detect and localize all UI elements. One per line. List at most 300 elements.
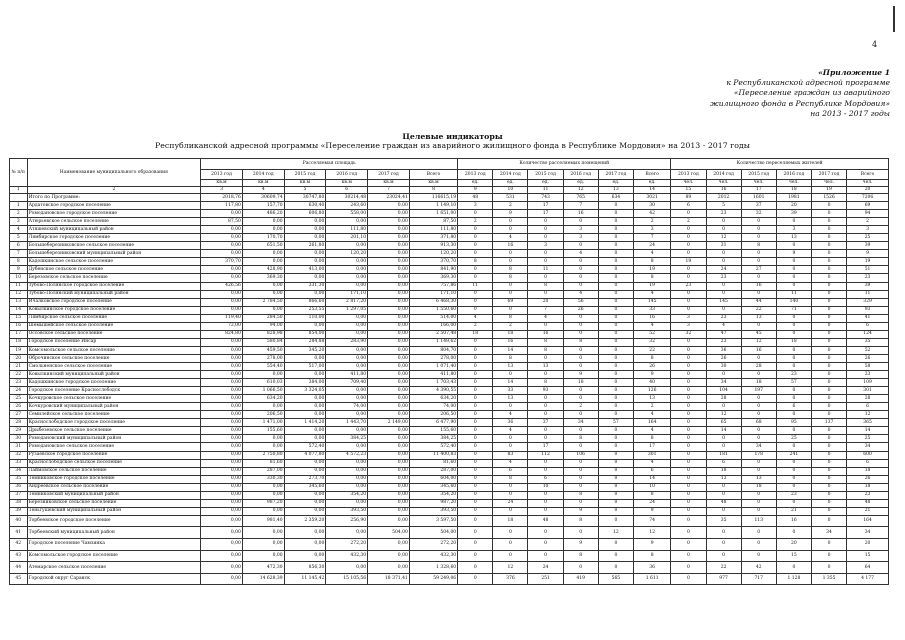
people-value: 18 — [847, 483, 889, 491]
people-value: 19 — [847, 258, 889, 266]
area-value: 0,00 — [201, 573, 243, 585]
table-row — [10, 395, 889, 403]
people-value: 41 — [847, 314, 889, 322]
rooms-value: 11 — [528, 266, 563, 274]
rooms-value: 6 — [493, 467, 528, 475]
rooms-value: 0 — [598, 562, 633, 574]
row-number: 8 — [10, 258, 28, 266]
rooms-value: 0 — [563, 475, 598, 483]
rooms-value: 0 — [563, 467, 598, 475]
rooms-value: 0 — [598, 250, 633, 258]
rooms-value: 16 — [493, 242, 528, 250]
area-value: 284,88 — [284, 338, 326, 346]
row-number: 2 — [10, 210, 28, 218]
area-value: 72,00 — [201, 322, 243, 330]
header-col-number: 8 — [409, 187, 457, 194]
area-value: 0,00 — [284, 491, 326, 499]
area-value: 30747,80 — [284, 194, 326, 202]
area-value: 854,00 — [284, 330, 326, 338]
row-number: 33 — [10, 459, 28, 467]
area-value: 116615,19 — [409, 194, 457, 202]
area-value: 0,00 — [326, 443, 368, 451]
area-value: 0,00 — [326, 395, 368, 403]
people-value: 0 — [671, 435, 706, 443]
header-unit: ед. — [493, 180, 528, 187]
row-number: 38 — [10, 499, 28, 507]
rooms-value: 0 — [493, 218, 528, 226]
area-value: 0,00 — [368, 562, 410, 574]
people-value: 0 — [741, 258, 776, 266]
rooms-value: 765 — [563, 194, 598, 202]
people-value: 0 — [671, 362, 706, 370]
table-row — [10, 258, 889, 266]
row-name: Березниковское сельское поселение — [27, 499, 201, 507]
header-unit: ед. — [633, 180, 670, 187]
rooms-value: 19 — [633, 266, 670, 274]
people-value: 18 — [741, 379, 776, 387]
row-name: Ромодановское городское поселение — [27, 210, 201, 218]
header-col-number: 1 — [10, 187, 28, 194]
rooms-value: 13 — [493, 395, 528, 403]
area-value: 0,00 — [201, 387, 243, 395]
header-year: 2014 год — [706, 170, 741, 180]
rooms-value: 8 — [493, 266, 528, 274]
people-value: 109 — [847, 379, 889, 387]
table-row — [10, 218, 889, 226]
rooms-value: 0 — [528, 290, 563, 298]
people-value: 30 — [706, 362, 741, 370]
people-value: 68 — [741, 419, 776, 427]
people-value: 34 — [847, 443, 889, 451]
rooms-value: 18 — [458, 330, 493, 338]
people-value: 65 — [706, 419, 741, 427]
area-value: 913,30 — [409, 242, 457, 250]
row-name: Комсомольское сельское поселение — [27, 346, 201, 354]
people-value: 0 — [671, 226, 706, 234]
rooms-value: 8 — [633, 435, 670, 443]
rooms-value: 10 — [528, 483, 563, 491]
area-value: 1 651,00 — [409, 210, 457, 218]
people-value: 0 — [811, 234, 846, 242]
rooms-value: 0 — [458, 346, 493, 354]
area-value: 2 784,50 — [242, 298, 284, 306]
rooms-value: 0 — [563, 499, 598, 507]
area-value: 0,00 — [368, 403, 410, 411]
people-value: 8 — [741, 242, 776, 250]
rooms-value: 12 — [598, 527, 633, 539]
people-value: 23 — [706, 338, 741, 346]
header-col-number: 15 — [671, 187, 706, 194]
area-value: 0,00 — [201, 403, 243, 411]
rooms-value: 37 — [528, 419, 563, 427]
rooms-value: 24 — [528, 562, 563, 574]
people-value: 0 — [706, 218, 741, 226]
appendix-line: «Переселение граждан из аварийного — [733, 88, 890, 98]
rooms-value: 0 — [458, 467, 493, 475]
people-value: 12 — [741, 338, 776, 346]
people-value: 3 — [671, 314, 706, 322]
rooms-value: 0 — [458, 515, 493, 527]
area-value: 824,80 — [201, 330, 243, 338]
rooms-value: 26 — [633, 362, 670, 370]
row-number: 31 — [10, 443, 28, 451]
area-value: 1 297,05 — [326, 306, 368, 314]
area-value: 432,30 — [326, 550, 368, 562]
rooms-value: 0 — [458, 527, 493, 539]
people-value: 11 — [847, 290, 889, 298]
rooms-value: 0 — [458, 371, 493, 379]
table-row — [10, 459, 889, 467]
rooms-value: 0 — [458, 419, 493, 427]
area-value: 0,00 — [368, 507, 410, 515]
people-value: 2 — [671, 218, 706, 226]
header-year: 2016 год — [563, 170, 598, 180]
area-value: 0,00 — [284, 226, 326, 234]
row-number: 12 — [10, 290, 28, 298]
rooms-value: 0 — [458, 562, 493, 574]
table-row — [10, 451, 889, 459]
area-value: 0,00 — [368, 330, 410, 338]
header-year: Всего — [409, 170, 457, 180]
row-number: 9 — [10, 266, 28, 274]
people-value: 0 — [811, 346, 846, 354]
appendix-line: жилищного фонда в Республике Мордовия» — [710, 98, 890, 108]
rooms-value: 0 — [528, 499, 563, 507]
table-row — [10, 322, 889, 330]
row-name: Ичалковское городское поселение — [27, 298, 201, 306]
header-unit: кв.м — [368, 180, 410, 187]
area-value: 428,90 — [242, 266, 284, 274]
area-value: 0,00 — [201, 371, 243, 379]
rooms-value: 743 — [528, 194, 563, 202]
people-value: 23 — [847, 491, 889, 499]
rooms-value: 36 — [493, 419, 528, 427]
rooms-value: 0 — [458, 435, 493, 443]
area-value: 1 328,60 — [409, 562, 457, 574]
area-value: 0,00 — [326, 274, 368, 282]
table-row — [10, 202, 889, 210]
people-value: 37 — [741, 202, 776, 210]
people-value: 0 — [706, 550, 741, 562]
people-value: 0 — [776, 467, 811, 475]
rooms-value: 0 — [563, 562, 598, 574]
rooms-value: 2 — [493, 202, 528, 210]
area-value: 0,00 — [284, 527, 326, 539]
area-value: 411,80 — [326, 371, 368, 379]
people-value: 0 — [741, 411, 776, 419]
area-value: 0,00 — [201, 562, 243, 574]
row-name: Оброчинское сельское поселение — [27, 354, 201, 362]
people-value: 197 — [741, 387, 776, 395]
table-row — [10, 306, 889, 314]
area-value: 0,00 — [368, 250, 410, 258]
rooms-value: 1 611 — [633, 573, 670, 585]
rooms-value: 83 — [493, 451, 528, 459]
rooms-value: 2 — [458, 218, 493, 226]
people-value: 0 — [811, 507, 846, 515]
row-name: Большеберезниковское сельское поселение — [27, 242, 201, 250]
people-value: 0 — [741, 395, 776, 403]
rooms-value: 0 — [598, 322, 633, 330]
area-value: 1 066,50 — [242, 387, 284, 395]
title-line-1: Целевые индикаторы — [402, 132, 503, 141]
table-row — [10, 338, 889, 346]
people-value: 39 — [847, 242, 889, 250]
header-unit: ед. — [458, 180, 493, 187]
table-row — [10, 491, 889, 499]
people-value: 48 — [847, 499, 889, 507]
people-value: 301 — [847, 387, 889, 395]
area-value: 0,00 — [201, 499, 243, 507]
rooms-value: 8 — [633, 274, 670, 282]
row-name: Лямбирское сельское поселение — [27, 314, 201, 322]
rooms-value: 17 — [528, 210, 563, 218]
rooms-value: 93 — [528, 387, 563, 395]
rooms-value: 0 — [458, 483, 493, 491]
rooms-value: 11 — [458, 282, 493, 290]
area-value: 0,00 — [201, 266, 243, 274]
rooms-value: 56 — [563, 298, 598, 306]
area-value: 243,60 — [326, 202, 368, 210]
row-number: 44 — [10, 562, 28, 574]
area-value: 0,00 — [201, 515, 243, 527]
area-value: 369,30 — [242, 274, 284, 282]
rooms-value: 8 — [563, 338, 598, 346]
area-value: 413,00 — [284, 266, 326, 274]
area-value: 0,00 — [368, 451, 410, 459]
area-value: 0,00 — [326, 322, 368, 330]
row-name: Березовское сельское поселение — [27, 274, 201, 282]
people-value: 0 — [741, 371, 776, 379]
rooms-value: 0 — [458, 338, 493, 346]
header-group-area: Расселяемая площадь — [201, 159, 458, 170]
people-value: 0 — [741, 234, 776, 242]
table-row — [10, 507, 889, 515]
people-value: 0 — [671, 403, 706, 411]
area-value: 856,30 — [284, 562, 326, 574]
rooms-value: 8 — [633, 491, 670, 499]
area-value: 206,50 — [409, 411, 457, 419]
people-value: 0 — [811, 387, 846, 395]
people-value: 26 — [847, 354, 889, 362]
area-value: 0,00 — [326, 483, 368, 491]
area-value: 0,00 — [284, 290, 326, 298]
row-number: 22 — [10, 371, 28, 379]
rooms-value: 8 — [493, 274, 528, 282]
table-row — [10, 403, 889, 411]
area-value: 0,00 — [201, 451, 243, 459]
people-value: 0 — [776, 459, 811, 467]
rooms-value: 0 — [528, 274, 563, 282]
people-value: 0 — [671, 475, 706, 483]
people-value: 0 — [671, 210, 706, 218]
rooms-value: 8 — [493, 354, 528, 362]
people-value: 0 — [741, 527, 776, 539]
area-value: 87,50 — [409, 218, 457, 226]
row-name: Городское поселение Чамзинка — [27, 539, 201, 551]
row-number: 11 — [10, 282, 28, 290]
area-value: 0,00 — [326, 354, 368, 362]
rooms-value: 0 — [528, 218, 563, 226]
area-value: 1 550,60 — [409, 306, 457, 314]
row-name: Итого по Программе: — [27, 194, 201, 202]
row-number: 6 — [10, 242, 28, 250]
area-value: 0,00 — [368, 379, 410, 387]
rooms-value: 2 — [458, 322, 493, 330]
row-name: Городское поселение Краснослободск — [27, 387, 201, 395]
rooms-value: 0 — [458, 274, 493, 282]
table-row — [10, 226, 889, 234]
area-value: 0,00 — [326, 387, 368, 395]
header-unit: ед. — [563, 180, 598, 187]
area-value: 171,10 — [409, 290, 457, 298]
area-value: 0,00 — [326, 346, 368, 354]
rooms-value: 7 — [563, 202, 598, 210]
rooms-value: 0 — [563, 427, 598, 435]
area-value: 0,00 — [326, 411, 368, 419]
people-value: 13 — [741, 314, 776, 322]
area-value: 0,00 — [201, 210, 243, 218]
rooms-value: 0 — [598, 387, 633, 395]
people-value: 0 — [671, 507, 706, 515]
rooms-value: 12 — [633, 527, 670, 539]
people-value: 20 — [776, 202, 811, 210]
rooms-value: 0 — [458, 411, 493, 419]
rooms-value: 33 — [633, 306, 670, 314]
row-number: 36 — [10, 483, 28, 491]
people-value: 0 — [741, 322, 776, 330]
people-value: 26 — [847, 475, 889, 483]
people-value: 6 — [847, 403, 889, 411]
people-value: 6 — [706, 459, 741, 467]
area-value: 18 371,41 — [368, 573, 410, 585]
row-number: 26 — [10, 403, 28, 411]
rooms-value: 0 — [598, 499, 633, 507]
people-value: 57 — [776, 379, 811, 387]
area-value: 166,00 — [409, 322, 457, 330]
rooms-value: 0 — [493, 403, 528, 411]
area-value: 0,00 — [326, 218, 368, 226]
people-value: 0 — [671, 266, 706, 274]
people-value: 12 — [847, 411, 889, 419]
area-value: 0,00 — [242, 435, 284, 443]
rooms-value: 0 — [598, 338, 633, 346]
people-value: 1981 — [776, 194, 811, 202]
row-number: 37 — [10, 491, 28, 499]
area-value: 119,40 — [201, 314, 243, 322]
rooms-value: 8 — [633, 354, 670, 362]
people-value: 0 — [776, 266, 811, 274]
area-value: 0,00 — [368, 499, 410, 507]
area-value: 804,70 — [409, 346, 457, 354]
rooms-value: 634 — [598, 194, 633, 202]
people-value: 16 — [741, 346, 776, 354]
rooms-value: 0 — [563, 527, 598, 539]
people-value: 0 — [811, 314, 846, 322]
area-value: 987,20 — [409, 499, 457, 507]
people-value: 0 — [776, 258, 811, 266]
area-value: 111,80 — [326, 226, 368, 234]
area-value: 206,50 — [242, 411, 284, 419]
rooms-value: 7 — [633, 234, 670, 242]
header-unit: чел. — [706, 180, 741, 187]
header-year: 2015 год — [741, 170, 776, 180]
people-value: 24 — [706, 266, 741, 274]
area-value: 0,00 — [284, 322, 326, 330]
table-row — [10, 330, 889, 338]
people-value: 0 — [706, 282, 741, 290]
area-value: 0,00 — [201, 226, 243, 234]
people-value: 241 — [776, 451, 811, 459]
rooms-value: 0 — [458, 491, 493, 499]
area-value: 2 750,80 — [242, 451, 284, 459]
table-row — [10, 435, 889, 443]
people-value: 7206 — [847, 194, 889, 202]
area-value: 0,00 — [284, 499, 326, 507]
rooms-value: 0 — [528, 491, 563, 499]
row-name: Ковылкинское городское поселение — [27, 306, 201, 314]
area-value: 0,00 — [368, 435, 410, 443]
row-name: Андреевское сельское поселение — [27, 483, 201, 491]
people-value: 0 — [671, 562, 706, 574]
area-value: 0,00 — [284, 250, 326, 258]
header-year: 2017 год — [368, 170, 410, 180]
area-value: 572,40 — [409, 443, 457, 451]
table-row — [10, 527, 889, 539]
rooms-value: 0 — [458, 226, 493, 234]
rooms-value: 4 — [493, 411, 528, 419]
area-value: 0,00 — [368, 282, 410, 290]
area-value: 504,00 — [409, 527, 457, 539]
people-value: 0 — [706, 258, 741, 266]
rooms-value: 164 — [633, 419, 670, 427]
rooms-value: 0 — [563, 459, 598, 467]
people-value: 0 — [811, 258, 846, 266]
rooms-value: 126 — [633, 387, 670, 395]
header-unit: чел. — [741, 180, 776, 187]
rooms-value: 3 — [633, 226, 670, 234]
row-number: 7 — [10, 250, 28, 258]
area-value: 0,00 — [368, 242, 410, 250]
area-value: 0,00 — [326, 459, 368, 467]
people-value: 0 — [706, 371, 741, 379]
people-value: 0 — [811, 379, 846, 387]
rooms-value: 0 — [458, 451, 493, 459]
people-value: 18 — [847, 467, 889, 475]
people-value: 0 — [706, 507, 741, 515]
people-value: 2 — [847, 218, 889, 226]
rooms-value: 4 — [493, 459, 528, 467]
people-value: 93 — [847, 306, 889, 314]
table-row — [10, 362, 889, 370]
people-value: 104 — [706, 387, 741, 395]
area-value: 0,00 — [242, 443, 284, 451]
area-value: 370,70 — [409, 258, 457, 266]
area-value: 273,70 — [284, 475, 326, 483]
people-value: 23 — [706, 210, 741, 218]
row-number: 25 — [10, 395, 28, 403]
rooms-value: 376 — [493, 573, 528, 585]
rooms-value: 0 — [528, 395, 563, 403]
rooms-value: 0 — [563, 242, 598, 250]
row-name: Большеберезниковский муниципальный район — [27, 250, 201, 258]
people-value: 13 — [776, 234, 811, 242]
area-value: 0,00 — [284, 354, 326, 362]
rooms-value: 74 — [633, 515, 670, 527]
row-number: 21 — [10, 362, 28, 370]
area-value: 651,50 — [242, 242, 284, 250]
rooms-value: 0 — [598, 451, 633, 459]
